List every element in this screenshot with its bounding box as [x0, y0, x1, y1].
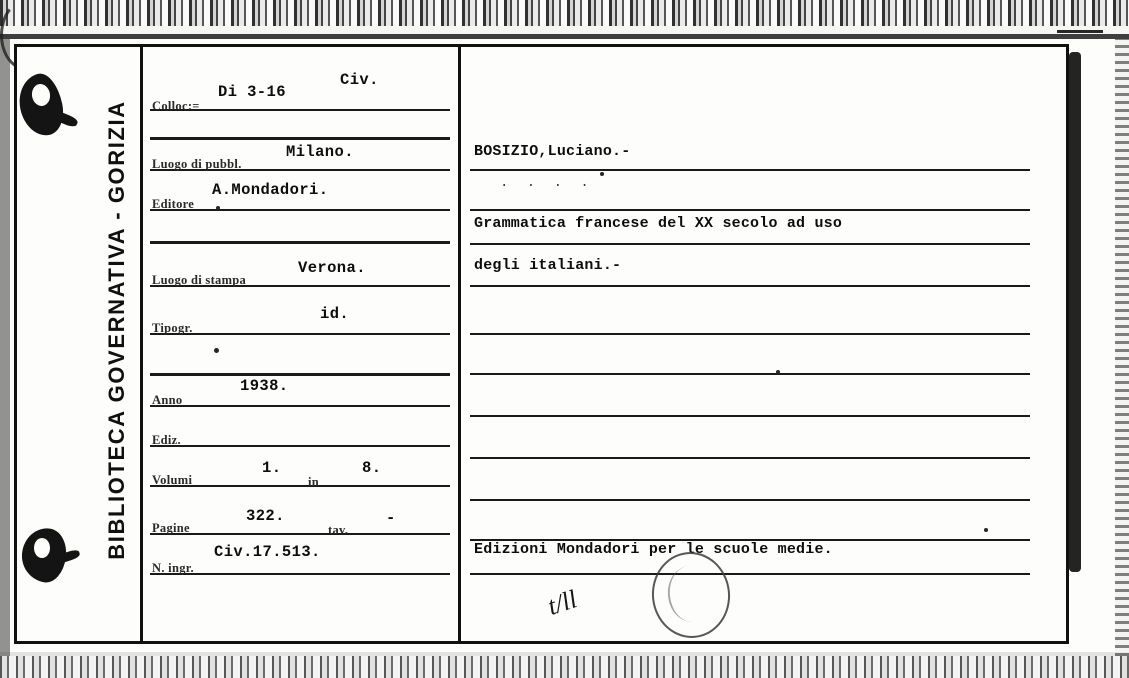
scan-edge-bottom: [0, 656, 1129, 678]
scan-edge-bottom-gap: [0, 652, 1129, 656]
label-luogo-pubbl: Luogo di pubbl.: [152, 157, 242, 171]
value-volumi-formato: 8.: [362, 459, 382, 477]
rule-right-6: [470, 373, 1030, 375]
value-colloc-civ: Civ.: [340, 71, 379, 89]
value-colloc: Di 3-16: [218, 83, 286, 101]
speck-1: [214, 348, 219, 353]
title-line-1: Grammatica francese del XX secolo ad uso: [474, 215, 843, 232]
rule-pagine: [150, 533, 450, 535]
label-tipogr: Tipogr.: [152, 321, 193, 335]
value-editore: A.Mondadori.: [212, 181, 329, 199]
note-entry: Edizioni Mondadori per le scuole medie.: [474, 541, 833, 558]
rule-editore: [150, 209, 450, 211]
speck-2: [216, 206, 220, 210]
value-luogo-stampa: Verona.: [298, 259, 366, 277]
scan-edge-right: [1115, 39, 1129, 656]
rule-right-5: [470, 333, 1030, 335]
author-entry: BOSIZIO,Luciano.-: [474, 143, 631, 160]
rule-tipogr: [150, 333, 450, 335]
rule-anno: [150, 405, 450, 407]
value-tipogr: id.: [320, 305, 350, 323]
label-colloc: Colloc:=: [152, 99, 200, 113]
ink-blot-bottom-notch: [34, 538, 50, 558]
label-volumi-in: in: [308, 475, 320, 489]
value-anno: 1938.: [240, 377, 289, 395]
scan-edge-top-gap: [0, 26, 1129, 34]
rule-section-1: [150, 137, 450, 140]
label-anno: Anno: [152, 393, 183, 407]
label-pagine: Pagine: [152, 521, 190, 535]
rule-n-ingr: [150, 573, 450, 575]
vertical-rule-left: [140, 47, 143, 641]
rule-right-7: [470, 415, 1030, 417]
form-grid: [140, 47, 1045, 641]
rule-right-3: [470, 243, 1030, 245]
rule-right-4: [470, 285, 1030, 287]
library-name: BIBLIOTECA GOVERNATIVA - GORIZIA: [104, 100, 129, 560]
rule-section-3: [150, 373, 450, 376]
label-editore: Editore: [152, 197, 195, 211]
rule-right-11: [470, 573, 1030, 575]
value-pagine-tav: -: [386, 509, 396, 527]
scan-edge-top: [0, 0, 1129, 26]
rule-volumi: [150, 485, 450, 487]
rule-right-1: [470, 169, 1030, 171]
value-n-ingr: Civ.17.513.: [214, 543, 321, 561]
vertical-rule-middle: [458, 47, 461, 641]
library-spine-label: [85, 47, 137, 641]
value-volumi: 1.: [262, 459, 282, 477]
speck-5: [600, 172, 604, 176]
rule-ediz: [150, 445, 450, 447]
speck-4: [984, 528, 988, 532]
dot-leaders: . . . .: [500, 175, 594, 191]
rule-section-2: [150, 241, 450, 244]
rule-right-2: [470, 209, 1030, 211]
value-luogo-pubbl: Milano.: [286, 143, 354, 161]
label-volumi: Volumi: [152, 473, 193, 487]
scan-edge-left: [0, 39, 10, 656]
value-pagine: 322.: [246, 507, 285, 525]
scan-edge-right-bar: [1069, 52, 1081, 572]
speck-3: [776, 370, 780, 374]
scan-edge-top-rule: [0, 34, 1129, 39]
label-ediz: Ediz.: [152, 433, 181, 447]
pencil-initials: t/ll: [544, 584, 581, 621]
title-line-2: degli italiani.-: [474, 257, 622, 274]
label-pagine-tav: tav.: [328, 523, 349, 537]
rule-right-8: [470, 457, 1030, 459]
label-luogo-stampa: Luogo di stampa: [152, 273, 247, 287]
rule-right-9: [470, 499, 1030, 501]
label-n-ingr: N. ingr.: [152, 561, 194, 575]
